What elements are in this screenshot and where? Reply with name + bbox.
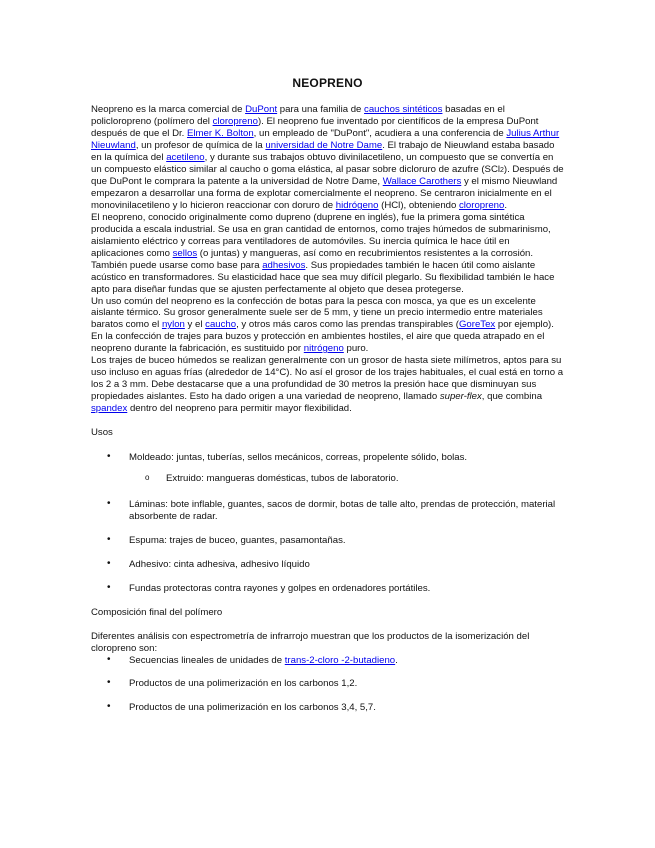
text: y el mismo Nieuwland empezaron a desarrollar una forma de explotar comercialmente el neopreno. Se centraron inicialmente en el monovinilacetileno y lo hicieron reaccionar con doruro de [91, 176, 558, 212]
text: . Sus propiedades también le hacen útil como aislante acústico en transformadores. Su elasticidad hace que sea muy difícil plegarlo. Su flexibilidad también le hace apto para diseñar fundas que se ajusten perfectamente al objeto que desea protegerse. [91, 259, 555, 295]
list-item [91, 535, 564, 547]
text: , un profesor de química de la [135, 139, 266, 151]
text: (o juntas) y mangueras, así como en recubrimientos resistentes a la corrosión. También puede usarse como base para [91, 247, 534, 271]
list-item-text: Fundas protectoras contra rayones y golpes en ordenadores portátiles. [129, 582, 431, 594]
text: . El trabajo de Nieuwland estaba basado en la química del [91, 139, 555, 163]
bullet-icon: • [107, 558, 111, 569]
link-notre-dame[interactable]: universidad de Notre Dame [265, 139, 383, 151]
list-item [91, 583, 564, 595]
uses-list [91, 452, 564, 464]
link-caucho[interactable]: caucho [205, 319, 237, 331]
text: para una familia de [277, 104, 365, 115]
page-title: NEOPRENO [292, 76, 363, 90]
text: por ejemplo). [495, 319, 554, 331]
subscript: 2 [500, 166, 504, 174]
text: y el [184, 319, 206, 331]
list-item [91, 473, 564, 485]
link-hidrogeno[interactable]: hidrógeno [335, 200, 379, 212]
list-item-text: Productos de una polimerización en los carbonos 1,2. [129, 678, 358, 690]
paragraph-diving-suits [91, 331, 564, 355]
circle-bullet-icon: o [145, 473, 150, 483]
list-item-text: Moldeado: juntas, tuberías, sellos mecánicos, correas, propelente sólido, bolas. [129, 452, 468, 464]
section-heading-usos: Usos [91, 426, 113, 438]
text: , que combina [481, 390, 543, 402]
list-item-text: Espuma: trajes de buceo, guantes, pasamontañas. [129, 535, 346, 547]
list-item [91, 559, 564, 571]
bullet-icon: • [107, 498, 111, 510]
uses-list-continued [91, 499, 564, 595]
text: , y durante sus trabajos obtuvo divinilacetileno, un compuesto que se convertía en un compuesto elástico similar al caucho o goma elástica, al pasar sobre dicloruro de azufre (SCl [91, 151, 554, 175]
list-item [91, 499, 564, 523]
text: Un uso común del neopreno es la confección de botas para la pesca con mosca, ya que es un excelente aislante térmico. Su grosor generalmente suele ser de 5 mm, y tiene un precio intermedio entre materiales baratos como el [91, 295, 543, 331]
text: Neopreno es la marca comercial de [91, 104, 246, 115]
text: puro. [343, 343, 369, 355]
list-item-text: Secuencias lineales de unidades de [129, 654, 285, 666]
list-item [91, 702, 564, 714]
paragraph-fishing-boots [91, 296, 564, 332]
list-item [91, 678, 564, 690]
link-wallace-carothers[interactable]: Wallace Carothers [382, 176, 462, 188]
link-nitrogeno[interactable]: nitrógeno [303, 343, 344, 355]
text: , y otros más caros como las prendas transpirables ( [236, 319, 459, 331]
link-nylon[interactable]: nylon [161, 319, 185, 331]
text: dentro del neopreno para permitir mayor flexibilidad. [127, 402, 352, 414]
link-sellos[interactable]: sellos [172, 247, 198, 259]
bullet-icon: • [107, 534, 111, 546]
text: basadas en el policloropreno (polímero del [91, 104, 505, 127]
list-item-text: Adhesivo: cinta adhesiva, adhesivo líquido [129, 559, 310, 570]
text: ). Después de que DuPont le comprara la patente a la universidad de Notre Dame, [91, 163, 564, 188]
text: (HCl), obteniendo [378, 200, 459, 212]
text: En la confección de trajes para buzos y protección en ambientes hostiles, el aire que queda atrapado en el neopreno durante la fabricación, es sustituido por [91, 331, 545, 355]
list-item [91, 452, 564, 464]
section-heading-composicion: Composición final del polímero [91, 606, 223, 618]
text: . [504, 200, 508, 212]
list-item-text: Productos de una polimerización en los carbonos 3,4, 5,7. [129, 702, 376, 714]
link-elmer-bolton[interactable]: Elmer K. Bolton [187, 127, 254, 139]
list-item [91, 655, 564, 667]
link-cloropreno-2[interactable]: cloropreno [459, 200, 505, 212]
link-cauchos-sinteticos[interactable]: cauchos sintéticos [364, 104, 443, 115]
composition-list [91, 655, 564, 715]
list-item-text: Láminas: bote inflable, guantes, sacos de dormir, botas de talle alto, prendas de protección, material absorbente de radar. [129, 499, 556, 523]
paragraph-wetsuits [91, 355, 564, 415]
text: , un empleado de "DuPont", acudiera a una conferencia de [253, 127, 507, 139]
bullet-icon: • [107, 677, 111, 689]
bullet-icon: • [107, 653, 111, 665]
article-body [91, 104, 564, 714]
text: ). El neopreno fue inventado por científicos de la empresa DuPont después de que el Dr. [91, 115, 539, 139]
link-adhesivos[interactable]: adhesivos [262, 259, 306, 271]
link-trans-2-cloro-2-butadieno[interactable]: trans-2-cloro -2-butadieno [284, 654, 396, 666]
link-julius-nieuwland[interactable]: Julius Arthur Nieuwland [91, 127, 560, 151]
bullet-icon: • [107, 701, 111, 713]
intro-paragraph [91, 104, 564, 212]
link-acetileno[interactable]: acetileno [166, 151, 205, 163]
link-spandex[interactable]: spandex [91, 402, 128, 414]
text: Los trajes de buceo húmedos se realizan generalmente con un grosor de hasta siete milímetros, aptos para su uso incluso en aguas frías (alrededor de 14°C). No así el grosor de los trajes habituales, el cual está en torno a los 2 a 3 mm. Debe destacarse que a una profundidad de 30 metros la presión hace que disminuyan sus propiedades aislantes. Esto ha dado origen a una variedad de neopreno, llamado [91, 355, 564, 402]
link-goretex[interactable]: GoreTex [458, 319, 496, 331]
emphasis: super-flex [439, 390, 482, 402]
text: El neopreno, conocido originalmente como dupreno (duprene en inglés), fue la primera goma sintética producida a escala industrial. Se usa en gran cantidad de entornos, como trajes húmedos de submarinismo, aislamiento eléctrico y correas para ventiladores de automóviles. Su inercia química le hace útil en aplicaciones como [91, 212, 551, 259]
link-dupont[interactable]: DuPont [245, 104, 278, 115]
text: . [395, 654, 398, 666]
bullet-icon: • [107, 581, 111, 593]
link-cloropreno[interactable]: cloropreno [212, 115, 258, 127]
paragraph-uses [91, 212, 564, 295]
list-item-text: Extruido: mangueras domésticas, tubos de laboratorio. [166, 473, 399, 485]
uses-sublist [91, 473, 564, 485]
bullet-icon: • [107, 451, 111, 463]
composition-intro: Diferentes análisis con espectrometría de infrarrojo muestran que los productos de la isomerización del cloropreno son: [91, 630, 530, 654]
